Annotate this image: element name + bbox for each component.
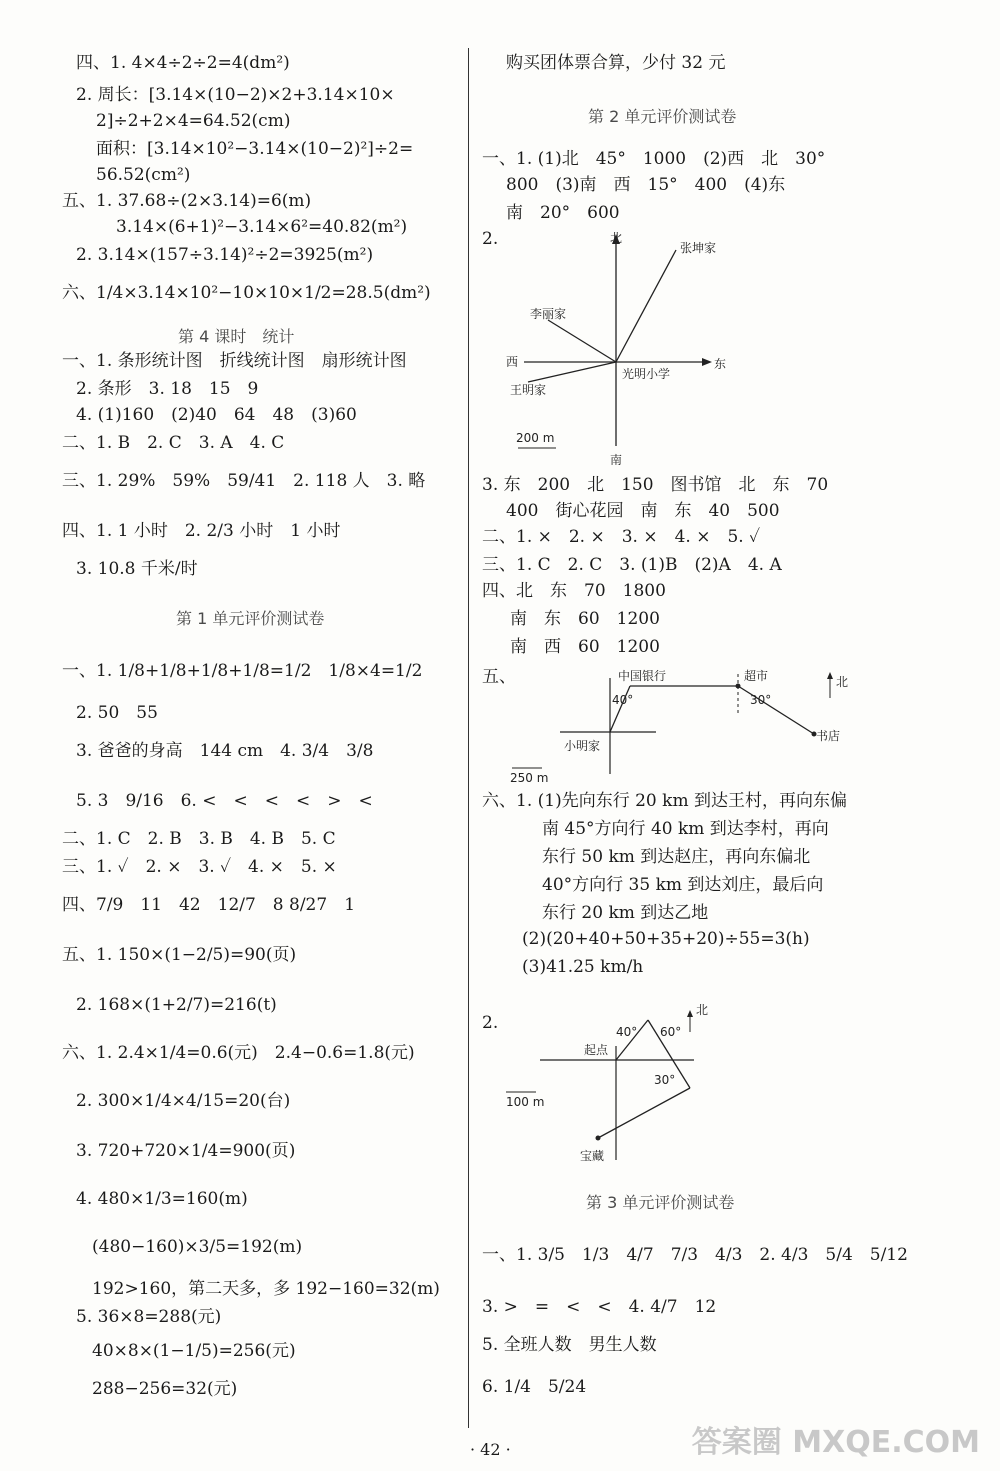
angle-label: 40° — [616, 1025, 638, 1039]
answer-line: 4. (1)160 (2)40 64 48 (3)60 — [76, 405, 357, 425]
answer-line: 六、1. 2.4×1/4=0.6(元) 2.4−0.6=1.8(元) — [62, 1043, 415, 1063]
answer-line: 一、1. (1)北 45° 1000 (2)西 北 30° — [482, 149, 826, 169]
answer-line: 3. 东 200 北 150 图书馆 北 东 70 — [482, 475, 829, 495]
label-home: 小明家 — [564, 739, 601, 753]
scale-label: 100 m — [506, 1095, 545, 1109]
answer-line: 四、7/9 11 42 12/7 8 8/27 1 — [62, 895, 356, 915]
angle-label: 40° — [612, 693, 634, 707]
page-number: · 42 · — [470, 1440, 511, 1459]
answer-line: 一、1. 条形统计图 折线统计图 扇形统计图 — [62, 351, 407, 371]
watermark: 答案圈 MXQE.COM — [691, 1425, 980, 1460]
answer-line: 40°方向行 35 km 到达刘庄，最后向 — [542, 875, 824, 895]
answer-line: 2]÷2+2×4=64.52(cm) — [96, 111, 291, 131]
label-north: 北 — [836, 675, 849, 689]
answer-line: 2. 周长：[3.14×(10−2)×2+3.14×10× — [76, 85, 395, 105]
answer-line: 800 (3)南 西 15° 400 (4)东 — [506, 175, 786, 195]
answer-line: 三、1. ✓ 2. × 3. ✓ 4. × 5. × — [62, 857, 337, 877]
answer-line: 5. 3 9/16 6. < < < < > < — [76, 791, 373, 811]
answer-line: 3. > = < < 4. 4/7 12 — [482, 1297, 717, 1317]
label-bank: 中国银行 — [618, 669, 667, 683]
answer-line: 3. 10.8 千米/时 — [76, 559, 198, 579]
answer-line: 五、 — [482, 667, 516, 687]
answer-line: 2. — [482, 229, 499, 249]
answer-line: 5. 全班人数 男生人数 — [482, 1335, 657, 1355]
answer-line: 2. 168×(1+2/7)=216(t) — [76, 995, 277, 1015]
answer-line: 东行 20 km 到达乙地 — [542, 903, 709, 923]
answer-line: 面积：[3.14×10²−3.14×(10−2)²]÷2= — [96, 139, 414, 159]
route-line — [548, 320, 616, 362]
answer-line: 192>160，第二天多，多 192−160=32(m) — [92, 1279, 440, 1299]
label-market: 超市 — [744, 669, 769, 683]
label-b: 李丽家 — [530, 307, 567, 321]
answer-line: 五、1. 37.68÷(2×3.14)=6(m) — [62, 191, 312, 211]
section-heading: 第 3 单元评价测试卷 — [586, 1193, 735, 1212]
angle-label: 30° — [654, 1073, 676, 1087]
section-heading: 第 4 课时 统计 — [178, 327, 295, 346]
route-line — [528, 362, 616, 382]
label-south: 南 — [610, 453, 623, 467]
answer-line: 2. 3.14×(157÷3.14)²÷2=3925(m²) — [76, 245, 374, 265]
angle-label: 60° — [660, 1025, 682, 1039]
answer-line: 东行 50 km 到达赵庄，再向东偏北 — [542, 847, 811, 867]
answer-line: 3. 爸爸的身高 144 cm 4. 3/4 3/8 — [76, 741, 374, 761]
answer-line: 3. 720+720×1/4=900(页) — [76, 1141, 296, 1161]
answer-line: 六、1/4×3.14×10²−10×10×1/2=28.5(dm²) — [62, 283, 431, 303]
answer-line: 一、1. 1/8+1/8+1/8+1/8=1/2 1/8×4=1/2 — [62, 661, 423, 681]
answer-line: 288−256=32(元) — [92, 1379, 238, 1399]
route-line — [616, 250, 676, 362]
answer-line: 400 街心花园 南 东 40 500 — [506, 501, 780, 521]
scale-label: 250 m — [510, 771, 549, 785]
arrow-east — [702, 358, 712, 366]
answer-line: 6. 1/4 5/24 — [482, 1377, 587, 1397]
label-c: 王明家 — [510, 383, 547, 397]
label-center: 光明小学 — [622, 367, 671, 381]
answer-line: 南 45°方向行 40 km 到达李村，再向 — [542, 819, 829, 839]
direction-diagram-3-top — [600, 1010, 730, 1050]
answer-line: 2. — [482, 1013, 499, 1033]
label-north: 北 — [610, 231, 623, 245]
answer-line: 2. 300×1/4×4/15=20(台) — [76, 1091, 291, 1111]
answer-line: 四、1. 1 小时 2. 2/3 小时 1 小时 — [62, 521, 341, 541]
answer-line: 3.14×(6+1)²−3.14×6²=40.82(m²) — [116, 217, 408, 237]
label-store: 书店 — [816, 729, 841, 743]
column-divider — [468, 48, 469, 1428]
answer-line: 南 西 60 1200 — [510, 637, 660, 657]
answer-line: 四、北 东 70 1800 — [482, 581, 666, 601]
label-a: 张坤家 — [680, 241, 717, 255]
answer-line: 三、1. 29% 59% 59/41 2. 118 人 3. 略 — [62, 471, 426, 491]
answer-line: 2. 条形 3. 18 15 9 — [76, 379, 259, 399]
scale-label: 200 m — [516, 431, 555, 445]
answer-line: 二、1. C 2. B 3. B 4. B 5. C — [62, 829, 336, 849]
answer-line: 一、1. 3/5 1/3 4/7 7/3 4/3 2. 4/3 5/4 5/12 — [482, 1245, 908, 1265]
label-north: 北 — [696, 1003, 709, 1017]
label-east: 东 — [714, 357, 727, 371]
answer-line: 4. 480×1/3=160(m) — [76, 1189, 248, 1209]
answer-line: 四、1. 4×4÷2÷2=4(dm²) — [76, 53, 290, 73]
answer-line: 五、1. 150×(1−2/5)=90(页) — [62, 945, 297, 965]
answer-line: (2)(20+40+50+35+20)÷55=3(h) — [522, 929, 810, 949]
answer-line: 南 东 60 1200 — [510, 609, 660, 629]
angle-label: 30° — [750, 693, 772, 707]
answer-line: 二、1. × 2. × 3. × 4. × 5. ✓ — [482, 527, 761, 547]
label-west: 西 — [506, 355, 519, 369]
answer-line: 南 20° 600 — [506, 203, 620, 223]
answer-line: (480−160)×3/5=192(m) — [92, 1237, 303, 1257]
answer-line: 二、1. B 2. C 3. A 4. C — [62, 433, 285, 453]
section-heading: 第 2 单元评价测试卷 — [588, 107, 737, 126]
direction-diagram-1 — [498, 228, 738, 468]
answer-line: (3)41.25 km/h — [522, 957, 644, 977]
direction-diagram-2 — [506, 668, 856, 788]
answer-line: 5. 36×8=288(元) — [76, 1307, 222, 1327]
answer-line: 56.52(cm²) — [96, 165, 191, 185]
answer-line: 三、1. C 2. C 3. (1)B (2)A 4. A — [482, 555, 782, 575]
section-heading: 第 1 单元评价测试卷 — [176, 609, 325, 628]
label-treasure: 宝藏 — [580, 1149, 605, 1163]
answer-line: 购买团体票合算，少付 32 元 — [506, 53, 726, 73]
answer-line: 六、1. (1)先向东行 20 km 到达王村，再向东偏 — [482, 791, 847, 811]
answer-line: 40×8×(1−1/5)=256(元) — [92, 1341, 296, 1361]
answer-line: 2. 50 55 — [76, 703, 158, 723]
label-start: 起点 — [584, 1043, 609, 1057]
